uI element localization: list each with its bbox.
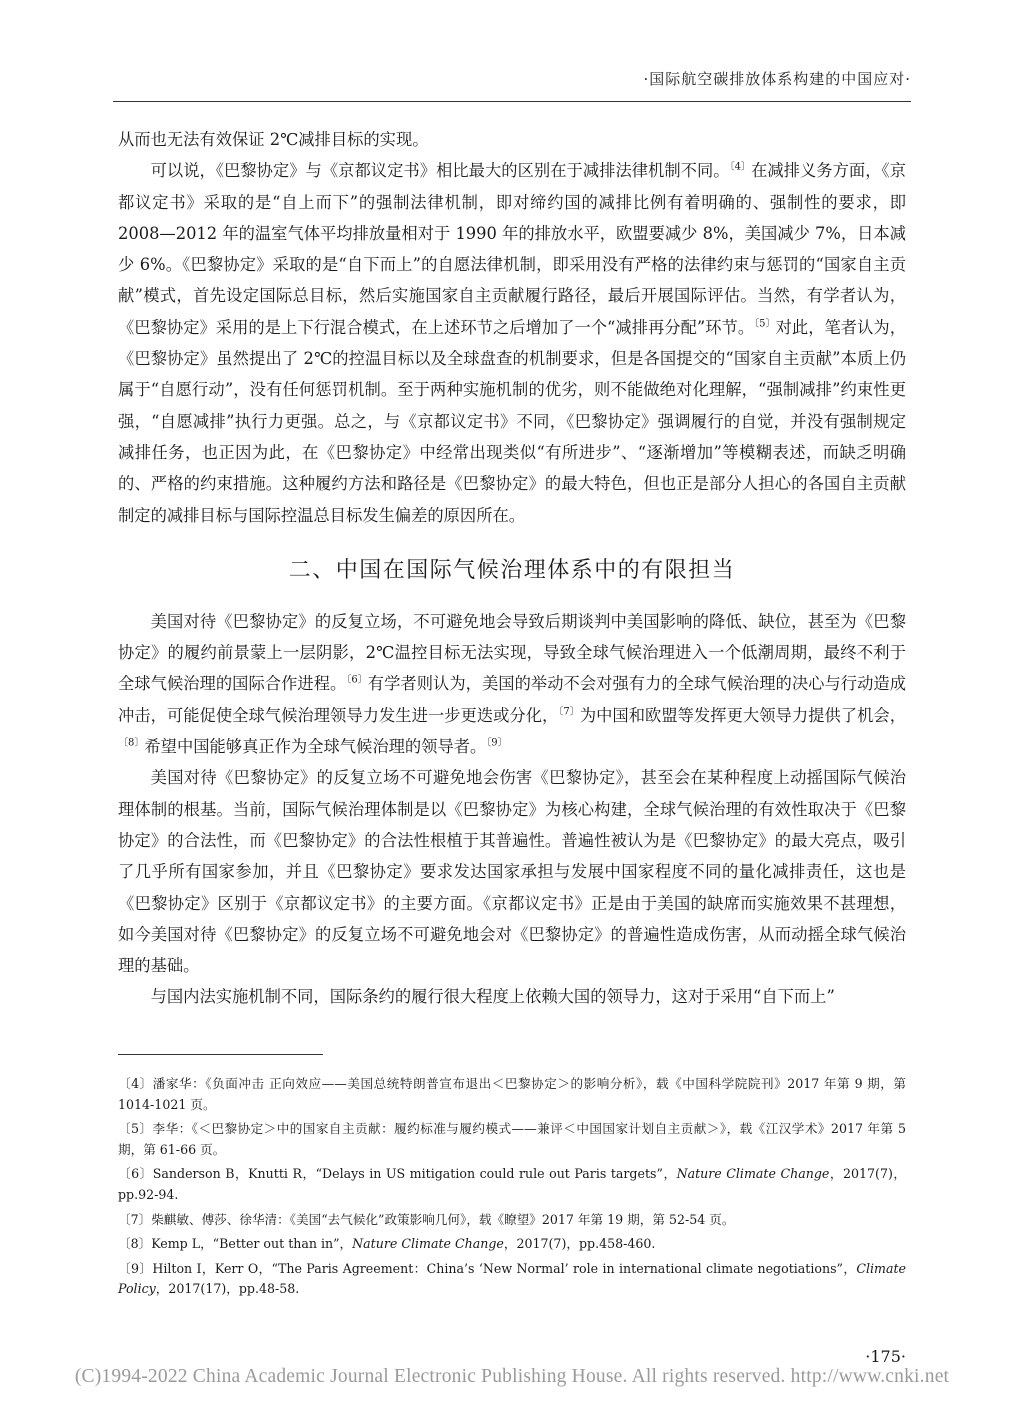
text-span: ，2017(7)，pp.92-94. bbox=[118, 1166, 907, 1202]
footnote bbox=[118, 1234, 906, 1255]
text-span: 有学者则认为，美国的举动不会对强有力的全球气候治理的决心与行动造成冲击，可能促使全球气候治理领导力发生进一步更迭或分化， bbox=[118, 674, 906, 725]
header-rule bbox=[113, 101, 911, 102]
text-span: ，2017(17)，pp.48-58. bbox=[155, 1281, 300, 1297]
paragraph bbox=[118, 155, 906, 531]
page-number: ·175· bbox=[865, 1347, 906, 1366]
running-head: ·国际航空碳排放体系构建的中国应对· bbox=[643, 70, 911, 88]
footnote bbox=[118, 1210, 906, 1231]
text-span: 美国对待《巴黎协定》的反复立场，不可避免地会导致后期谈判中美国影响的降低、缺位，甚至为《巴黎协定》的履约前景蒙上一层阴影，2℃温控目标无法实现，导致全球气候治理进入一个低潮周期，最终不利于全球气候治理的国际合作进程。 bbox=[118, 611, 906, 694]
footnote bbox=[118, 1164, 906, 1205]
text-span: 与国内法实施机制不同，国际条约的履行很大程度上依赖大国的领导力，这对于采用“自下而上” bbox=[150, 987, 835, 1007]
text-span: 〔9〕Hilton I，Kerr O，“The Paris Agreement：China’s ‘New Normal’ role in international climate negotiations”， bbox=[118, 1260, 857, 1276]
copyright-watermark: (C)1994-2022 China Academic Journal Electronic Publishing House. All rights reserved. http://www.cnki.net bbox=[74, 1366, 950, 1387]
italic-text: Climate Policy bbox=[118, 1260, 906, 1297]
footnote-ref: 〔9〕 bbox=[486, 737, 508, 749]
paragraph bbox=[118, 124, 906, 155]
text-span: ，2017(7)，pp.458-460. bbox=[503, 1236, 656, 1252]
footnote-ref: 〔7〕 bbox=[558, 706, 580, 718]
text-span: 〔6〕Sanderson B，Knutti R，“Delays in US mitigation could rule out Paris targets”， bbox=[118, 1166, 677, 1182]
body-text bbox=[118, 124, 906, 1013]
italic-text: Nature Climate Change bbox=[676, 1166, 830, 1182]
text-span: 为中国和欧盟等发挥更大领导力提供了机会， bbox=[579, 705, 906, 725]
text-span: 〔4〕潘家华：《负面冲击 正向效应——美国总统特朗普宣布退出＜巴黎协定＞的影响分析》，载《中国科学院院刊》2017 年第 9 期，第 1014-1021 页。 bbox=[118, 1076, 906, 1112]
text-span: 从而也无法有效保证 2℃减排目标的实现。 bbox=[118, 130, 429, 149]
footnotes bbox=[118, 1074, 906, 1304]
paragraph bbox=[118, 606, 906, 762]
text-span: 对此，笔者认为，《巴黎协定》虽然提出了 2℃的控温目标以及全球盘查的机制要求，但是各国提交的“国家自主贡献”本质上仍属于“自愿行动”，没有任何惩罚机制。至于两种实施机制的优劣，则不能做绝对化理解，“强制减排”约束性更强，“自愿减排”执行力更强。总之，与《京都议定书》不同，《巴黎协定》强调履行的自觉，并没有强制规定减排任务，也正因为此，在《巴黎协定》中经常出现类似“有所进步”、“逐渐增加”等模糊表述，而缺乏明确的、严格的约束措施。这种履约方法和路径是《巴黎协定》的最大特色，但也正是部分人担心的各国自主贡献制定的减排目标与国际控温总目标发生偏差的原因所在。 bbox=[118, 317, 906, 525]
footnote bbox=[118, 1119, 906, 1160]
text-span: 希望中国能够真正作为全球气候治理的领导者。 bbox=[144, 737, 487, 757]
footnote-rule bbox=[118, 1054, 323, 1055]
text-span: 在减排义务方面，《京都议定书》采取的是“自上而下”的强制法律机制，即对缔约国的减排比例有着明确的、强制性的要求，即 2008—2012 年的温室气体平均排放量相对于 1990 年的排放水平，欧盟要减少 8%，美国减少 7%，日本减少 6%。《巴黎协定》采取的是“自下而上”的自愿法律机制，即采用没有严格的法律约束与惩罚的“国家自主贡献”模式，首先设定国际总目标，然后实施国家自主贡献履行路径，最后开展国际评估。当然，有学者认为，《巴黎协定》采用的是上下行混合模式，在上述环节之后增加了一个“减排再分配”环节。 bbox=[118, 161, 906, 337]
text-span: 可以说，《巴黎协定》与《京都议定书》相比最大的区别在于减排法律机制不同。 bbox=[150, 161, 730, 181]
footnote-ref: 〔4〕 bbox=[729, 161, 752, 173]
text-span: 〔8〕Kemp L，“Better out than in”， bbox=[118, 1236, 353, 1252]
paragraph bbox=[118, 981, 906, 1012]
paragraphs-before bbox=[118, 124, 906, 531]
footnote bbox=[118, 1074, 906, 1115]
footnote-ref: 〔5〕 bbox=[754, 318, 776, 330]
footnote bbox=[118, 1259, 906, 1300]
footnote-ref: 〔6〕 bbox=[346, 675, 368, 687]
footnote-ref: 〔8〕 bbox=[118, 737, 145, 749]
section-heading: 二、中国在国际气候治理体系中的有限担当 bbox=[288, 557, 736, 583]
text-span: 〔5〕李华：《＜巴黎协定＞中的国家自主贡献：履约标准与履约模式——兼评＜中国国家计划自主贡献＞》，载《江汉学术》2017 年第 5 期，第 61-66 页。 bbox=[118, 1121, 906, 1157]
text-span: 〔7〕柴麒敏、傅莎、徐华清：《美国“去气候化”政策影响几何》，载《瞭望》2017 年第 19 期，第 52-54 页。 bbox=[118, 1211, 735, 1227]
italic-text: Nature Climate Change bbox=[352, 1236, 504, 1252]
paragraphs-after bbox=[118, 606, 906, 1013]
paragraph bbox=[118, 762, 906, 981]
text-span: 美国对待《巴黎协定》的反复立场不可避免地会伤害《巴黎协定》，甚至会在某种程度上动摇国际气候治理体制的根基。当前，国际气候治理体制是以《巴黎协定》为核心构建，全球气候治理的有效性取决于《巴黎协定》的合法性，而《巴黎协定》的合法性根植于其普遍性。普遍性被认为是《巴黎协定》的最大亮点，吸引了几乎所有国家参加，并且《巴黎协定》要求发达国家承担与发展中国家程度不同的量化减排责任，这也是《巴黎协定》区别于《京都议定书》的主要方面。《京都议定书》正是由于美国的缺席而实施效果不甚理想，如今美国对待《巴黎协定》的反复立场不可避免地会对《巴黎协定》的普遍性造成伤害，从而动摇全球气候治理的基础。 bbox=[118, 768, 906, 976]
